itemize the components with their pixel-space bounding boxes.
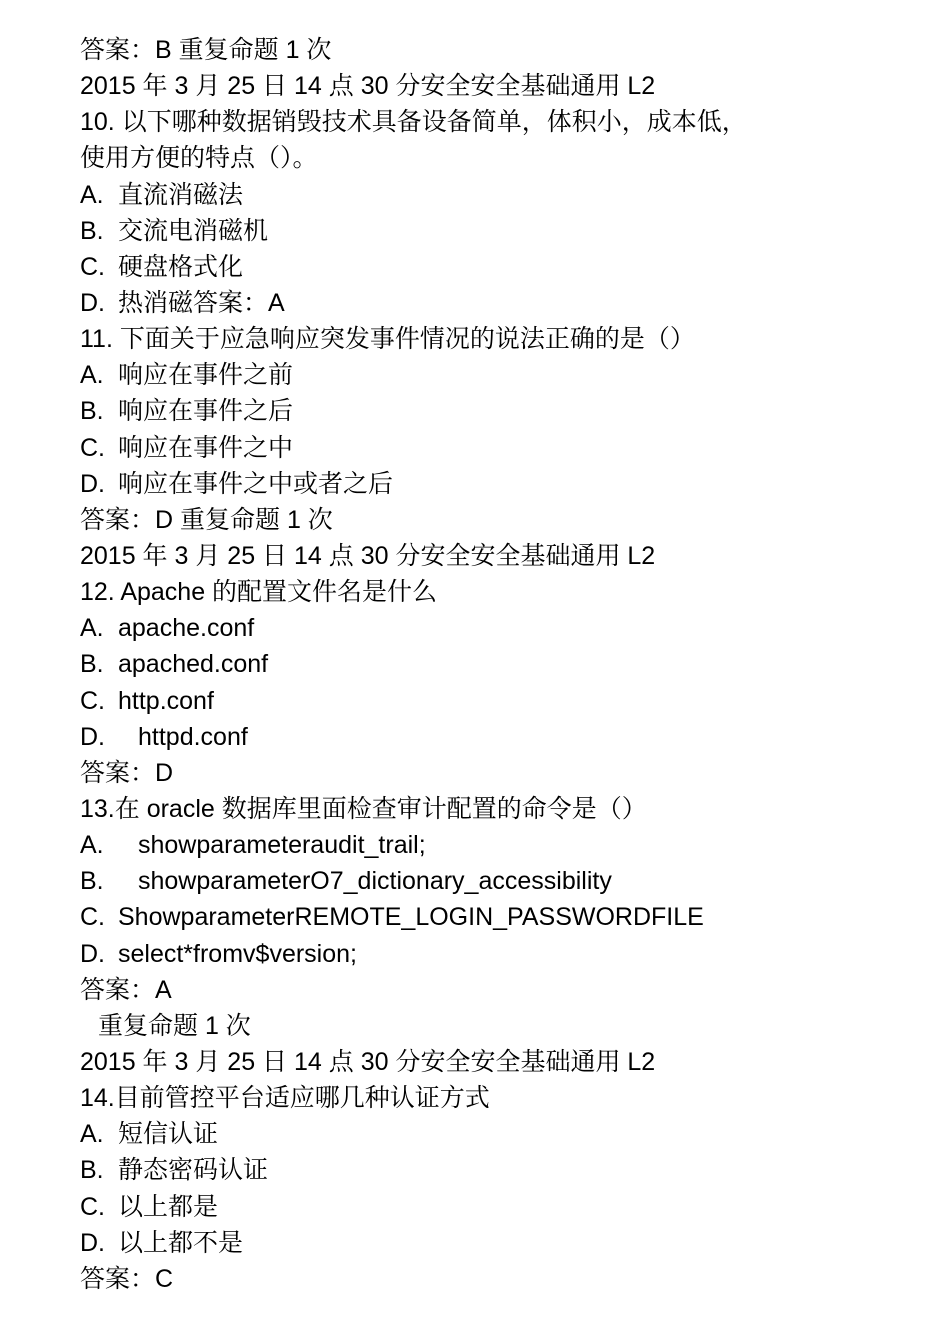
option-text: select*fromv$version; xyxy=(118,939,357,968)
option-label: A. xyxy=(80,180,104,209)
question-10-option-a xyxy=(80,177,930,213)
option-text: 静态密码认证 xyxy=(118,1156,269,1185)
question-12-answer: 答案：D xyxy=(80,758,174,787)
question-11-option-c xyxy=(80,430,930,466)
option-label: C. xyxy=(80,433,105,462)
option-label: D. xyxy=(80,939,105,968)
option-text: 响应在事件之后 xyxy=(118,397,294,426)
option-text: 响应在事件之中或者之后 xyxy=(118,469,394,498)
question-14-option-a xyxy=(80,1116,930,1152)
option-label: B. xyxy=(80,867,104,896)
question-11-stem: 11. 下面关于应急响应突发事件情况的说法正确的是（） xyxy=(80,325,695,354)
option-text: 直流消磁法 xyxy=(118,180,244,209)
option-label: D. xyxy=(80,469,105,498)
question-13-option-a xyxy=(80,827,930,863)
option-label: B. xyxy=(80,216,104,245)
question-14-answer: 答案：C xyxy=(80,1264,174,1293)
question-12-option-c xyxy=(80,683,930,719)
option-text: 热消磁答案：A xyxy=(118,288,285,317)
question-13-option-c xyxy=(80,899,930,935)
question-12-stem: 12. Apache 的配置文件名是什么 xyxy=(80,578,438,607)
question-12-option-b xyxy=(80,646,930,682)
question-13-option-d xyxy=(80,936,930,972)
source-line: 2015 年 3 月 25 日 14 点 30 分安全安全基础通用 L2 xyxy=(80,72,656,101)
option-label: B. xyxy=(80,1156,104,1185)
question-12-option-d xyxy=(80,719,930,755)
question-13-option-b xyxy=(80,863,930,899)
question-10-option-b xyxy=(80,213,930,249)
question-11-option-d xyxy=(80,466,930,502)
question-10-option-c xyxy=(80,249,930,285)
question-11-answer: 答案：D 重复命题 1 次 xyxy=(80,505,333,534)
question-10-option-d xyxy=(80,285,930,321)
option-label: A. xyxy=(80,614,104,643)
option-text: 响应在事件之前 xyxy=(118,361,294,390)
option-label: C. xyxy=(80,252,105,281)
option-text: apached.conf xyxy=(118,650,269,679)
option-text: 硬盘格式化 xyxy=(118,252,244,281)
option-text: 以上都是 xyxy=(118,1192,219,1221)
question-10-stem: 10. 以下哪种数据销毁技术具备设备简单，体积小，成本低， xyxy=(80,108,747,137)
question-14-option-c xyxy=(80,1189,930,1225)
option-label: D. xyxy=(80,722,105,751)
question-14-option-d xyxy=(80,1225,930,1261)
option-label: B. xyxy=(80,650,104,679)
option-label: C. xyxy=(80,903,105,932)
question-13-answer: 答案：A xyxy=(80,975,172,1004)
question-13-repeat-note: 重复命题 1 次 xyxy=(98,1011,251,1040)
answer-line: 答案：B 重复命题 1 次 xyxy=(80,36,332,64)
option-label: A. xyxy=(80,831,104,860)
source-line: 2015 年 3 月 25 日 14 点 30 分安全安全基础通用 L2 xyxy=(80,541,656,570)
option-text: http.conf xyxy=(118,686,214,715)
option-label: D. xyxy=(80,1228,105,1257)
option-text: 响应在事件之中 xyxy=(118,433,294,462)
question-12-option-a xyxy=(80,610,930,646)
option-text: showparameteraudit_trail; xyxy=(138,831,426,860)
option-text: showparameterO7_dictionary_accessibility xyxy=(138,867,612,896)
question-14-stem: 14.目前管控平台适应哪几种认证方式 xyxy=(80,1084,490,1113)
question-14-option-b xyxy=(80,1152,930,1188)
question-13-stem: 13.在 oracle 数据库里面检查审计配置的命令是（） xyxy=(80,794,647,823)
option-text: 短信认证 xyxy=(118,1120,219,1149)
option-text: apache.conf xyxy=(118,614,255,643)
question-11-option-a xyxy=(80,357,930,393)
option-label: A. xyxy=(80,361,104,390)
question-10-stem-continued: 使用方便的特点（）。 xyxy=(80,144,318,173)
option-label: C. xyxy=(80,1192,105,1221)
option-text: httpd.conf xyxy=(138,722,248,751)
option-label: A. xyxy=(80,1120,104,1149)
option-text: ShowparameterREMOTE_LOGIN_PASSWORDFILE xyxy=(118,903,704,932)
question-11-option-b xyxy=(80,393,930,429)
option-label: C. xyxy=(80,686,105,715)
source-line: 2015 年 3 月 25 日 14 点 30 分安全安全基础通用 L2 xyxy=(80,1047,656,1076)
option-text: 以上都不是 xyxy=(118,1228,244,1257)
option-text: 交流电消磁机 xyxy=(118,216,269,245)
option-label: D. xyxy=(80,288,105,317)
option-label: B. xyxy=(80,397,104,426)
